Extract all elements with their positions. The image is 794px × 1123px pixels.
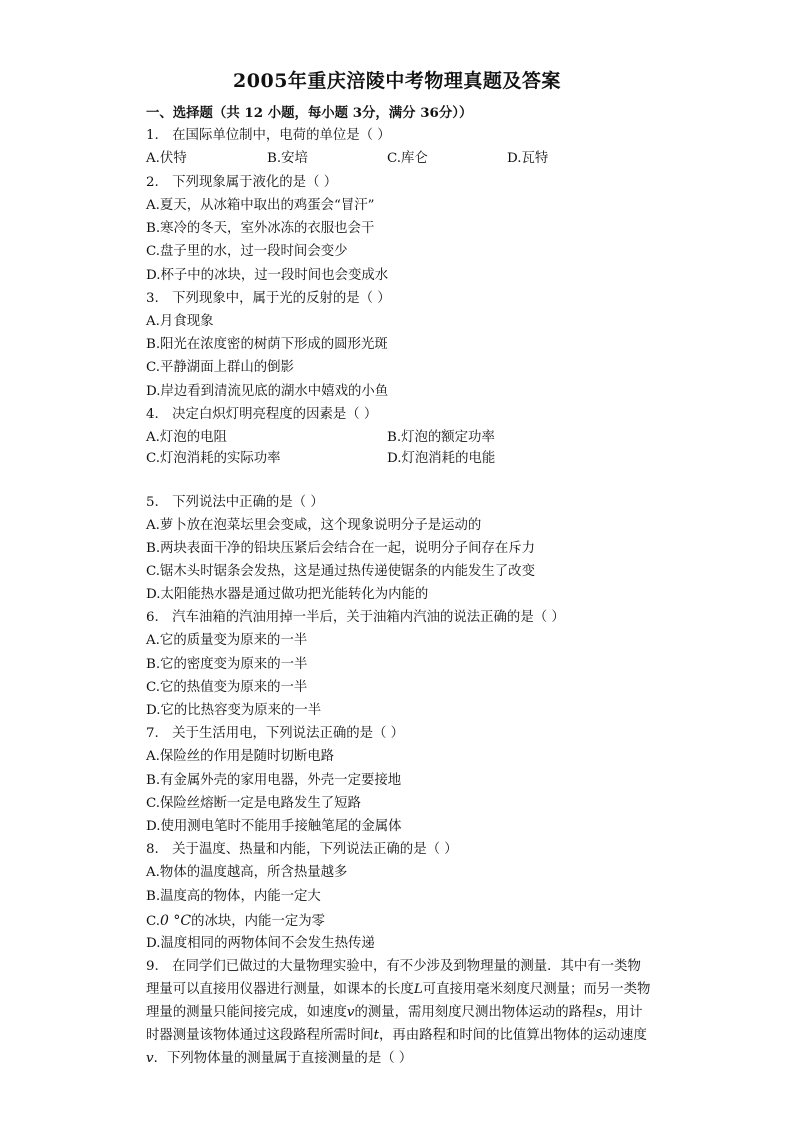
question-6-option-b: B.它的密度变为原来的一半 [146,657,308,672]
question-7-stem: 7. 关于生活用电，下列说法正确的是（ ） [146,726,405,741]
text-segment: 理量可以直接用仪器进行测量，如课本的长度 [146,982,414,997]
question-3-option-d: D.岸边看到清流见底的湖水中嬉戏的小鱼 [146,384,389,399]
question-2-option-c: C.盘子里的水，过一段时间会变少 [146,244,348,259]
question-4-option-c: C.灯泡消耗的实际功率 [146,451,281,466]
velocity-symbol: v [146,1051,154,1066]
question-1-stem: 1. 在国际单位制中，电荷的单位是（ ） [146,128,391,143]
question-4-option-d: D.灯泡消耗的电能 [387,451,496,466]
question-3-stem: 3. 下列现象中，属于光的反射的是（ ） [146,291,391,306]
option-c-prefix: C. [146,914,161,929]
question-8-option-b: B.温度高的物体，内能一定大 [146,889,321,904]
question-1-option-b: B.安培 [267,151,308,166]
question-6-stem: 6. 汽车油箱的汽油用掉一半后，关于油箱内汽油的说法正确的是（ ） [146,610,565,625]
question-9-line-2 [146,982,650,998]
question-8-stem: 8. 关于温度、热量和内能，下列说法正确的是（ ） [146,842,458,857]
question-6-option-c: C.它的热值变为原来的一半 [146,680,308,695]
question-2-option-d: D.杯子中的冰块，过一段时间也会变成水 [146,268,389,283]
question-5-option-c: C.锯木头时锯条会发热，这是通过热传递使锯条的内能发生了改变 [146,564,535,579]
question-3-option-b: B.阳光在浓度密的树荫下形成的圆形光斑 [146,337,388,352]
question-8-option-a: A.物体的温度越高，所含热量越多 [146,865,348,880]
question-5-option-d: D.太阳能热水器是通过做功把光能转化为内能的 [146,587,429,602]
text-segment: ，用计 [602,1005,643,1020]
time-symbol: t [373,1028,380,1043]
question-7-option-b: B.有金属外壳的家用电器，外壳一定要接地 [146,773,402,788]
velocity-symbol: v [346,1005,355,1020]
question-5-option-b: B.两块表面干净的铅块压紧后会结合在一起，说明分子间存在斥力 [146,541,536,556]
question-3-option-a: A.月食现象 [146,314,214,329]
question-8-option-c [146,913,325,930]
question-2-option-b: B.寒冷的冬天，室外冰冻的衣服也会干 [146,221,375,236]
text-segment: ．下列物体量的测量属于直接测量的是（ ） [153,1051,413,1066]
question-4-option-b: B.灯泡的额定功率 [387,430,495,445]
question-9-line-3 [146,1005,643,1021]
page-title: 2005年重庆涪陵中考物理真题及答案 [233,70,561,92]
section-heading: 一、选择题（共 12 小题，每小题 3分，满分 36分）） [146,105,473,121]
question-8-option-d: D.温度相同的两物体间不会发生热传递 [146,936,375,951]
text-segment: 可直接用毫米刻度尺测量；而另一类物 [422,982,651,997]
question-5-stem: 5. 下列说法中正确的是（ ） [146,495,324,510]
question-1-option-d: D.瓦特 [507,151,549,166]
question-9-line-4 [146,1028,647,1044]
question-7-option-c: C.保险丝熔断一定是电路发生了短路 [146,796,361,811]
question-4-stem: 4. 决定白炽灯明亮程度的因素是（ ） [146,407,378,422]
question-7-option-a: A.保险丝的作用是随时切断电路 [146,749,335,764]
text-segment: 时器测量该物体通过这段路程所需时间 [146,1028,374,1043]
option-c-text: 的冰块，内能一定为零 [191,914,326,929]
question-7-option-d: D.使用测电笔时不能用手接触笔尾的金属体 [146,819,402,834]
question-9-line-1: 9. 在同学们已做过的大量物理实验中，有不少涉及到物理量的测量．其中有一类物 [146,959,641,974]
question-1-option-c: C.库仑 [387,151,428,166]
temperature-value: 0 °C [160,913,192,929]
question-6-option-a: A.它的质量变为原来的一半 [146,633,308,648]
question-1-option-a: A.伏特 [146,151,187,166]
question-6-option-d: D.它的比热容变为原来的一半 [146,703,322,718]
question-3-option-c: C.平静湖面上群山的倒影 [146,360,294,375]
distance-symbol: s [595,1005,603,1020]
text-segment: 的测量，需用刻度尺测出物体运动的路程 [354,1005,596,1020]
question-5-option-a: A.萝卜放在泡菜坛里会变咸，这个现象说明分子是运动的 [146,518,482,533]
length-symbol: L [413,982,423,997]
question-9-line-5 [146,1051,412,1067]
question-2-stem: 2. 下列现象属于液化的是（ ） [146,175,338,190]
text-segment: ，再由路程和时间的比值算出物体的运动速度 [379,1028,647,1043]
text-segment: 理量的测量只能间接完成，如速度 [146,1005,347,1020]
question-2-option-a: A.夏天，从冰箱中取出的鸡蛋会“冒汗” [146,198,375,213]
question-4-option-a: A.灯泡的电阻 [146,430,227,445]
